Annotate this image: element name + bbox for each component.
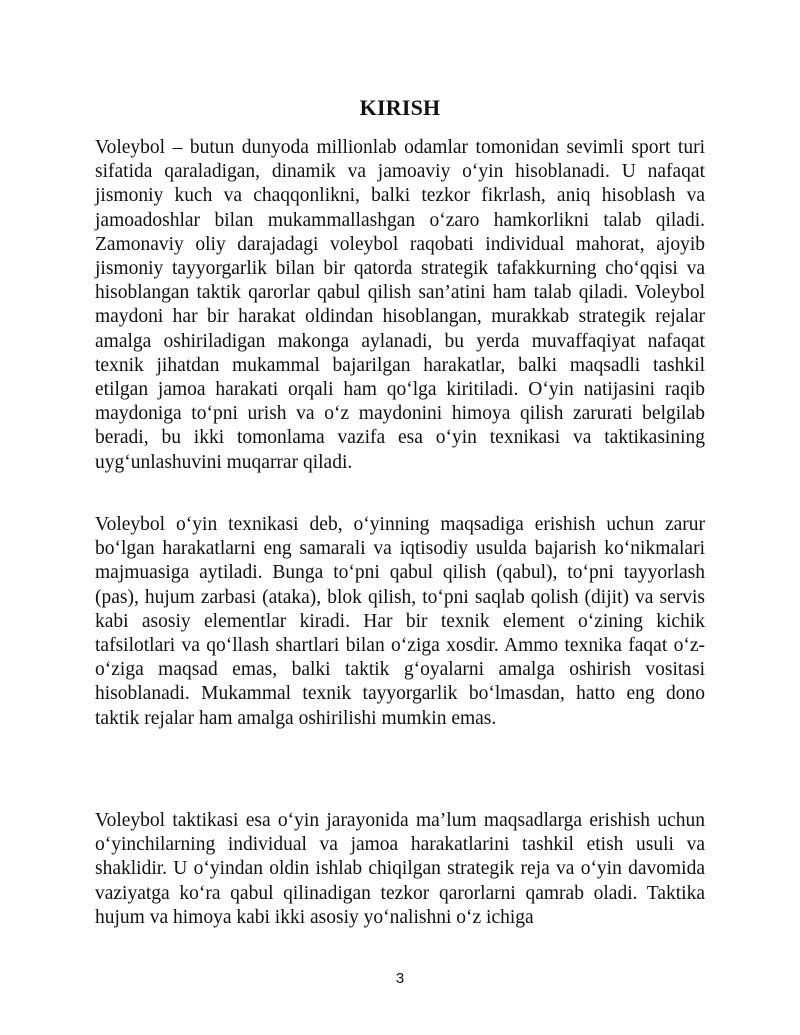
page-number: 3 bbox=[395, 970, 405, 987]
paragraph-technique: Voleybol o‘yin texnikasi deb, o‘yinning maqsadiga erishish uchun zarur bo‘lgan harakatlarni eng samarali va iqtisodiy usulda bajarish ko‘nikmalari majmuasiga aytiladi. Bunga to‘pni qabul qilish (qabul), to‘pni tayyorlash (pas), hujum zarbasi (ataka), blok qilish, to‘pni saqlab qolish (dijit) va servis kabi asosiy elementlar kiradi. Har bir texnik element o‘zining kichik tafsilotlari va qo‘llash shartlari bilan o‘ziga xosdir. Ammo texnika faqat o‘z-o‘ziga maqsad emas, balki taktik g‘oyalarni amalga oshirish vositasi hisoblanadi. Mukammal texnik tayyorgarlik bo‘lmasdan, hatto eng dono taktik rejalar ham amalga oshirilishi mumkin emas. bbox=[95, 514, 705, 729]
page-title: KIRISH bbox=[359, 95, 441, 120]
paragraph-tactics: Voleybol taktikasi esa o‘yin jarayonida ma’lum maqsadlarga erishish uchun o‘yinchilarning individual va jamoa harakatlarini tashkil etish usuli va shaklidir. U o‘yindan oldin ishlab chiqilgan strategik reja va o‘yin davomida vaziyatga ko‘ra qabul qilinadigan tezkor qarorlarni qamrab oladi. Taktika hujum va himoya kabi ikki asosiy yo‘nalishni o‘z ichiga bbox=[95, 810, 705, 928]
paragraph-introduction: Voleybol – butun dunyoda millionlab odamlar tomonidan sevimli sport turi sifatida qaraladigan, dinamik va jamoaviy o‘yin hisoblanadi. U nafaqat jismoniy kuch va chaqqonlikni, balki tezkor fikrlash, aniq hisoblash va jamoadoshlar bilan mukammallashgan o‘zaro hamkorlikni talab qiladi. Zamonaviy oliy darajadagi voleybol raqobati individual mahorat, ajoyib jismoniy tayyorgarlik bilan bir qatorda strategik tafakkurning cho‘qqisi va hisoblangan taktik qarorlar qabul qilish san’atini ham talab qiladi. Voleybol maydoni har bir harakat oldindan hisoblangan, murakkab strategik rejalar amalga oshiriladigan makonga aylanadi, bu yerda muvaffaqiyat nafaqat texnik jihatdan mukammal bajarilgan harakatlar, balki maqsadli tashkil etilgan jamoa harakati orqali ham qo‘lga kiritiladi. O‘yin natijasini raqib maydoniga to‘pni urish va o‘z maydonini himoya qilish zarurati belgilab beradi, bu ikki tomonlama vazifa esa o‘yin texnikasi va taktikasining uyg‘unlashuvini muqarrar qiladi. bbox=[95, 137, 705, 473]
